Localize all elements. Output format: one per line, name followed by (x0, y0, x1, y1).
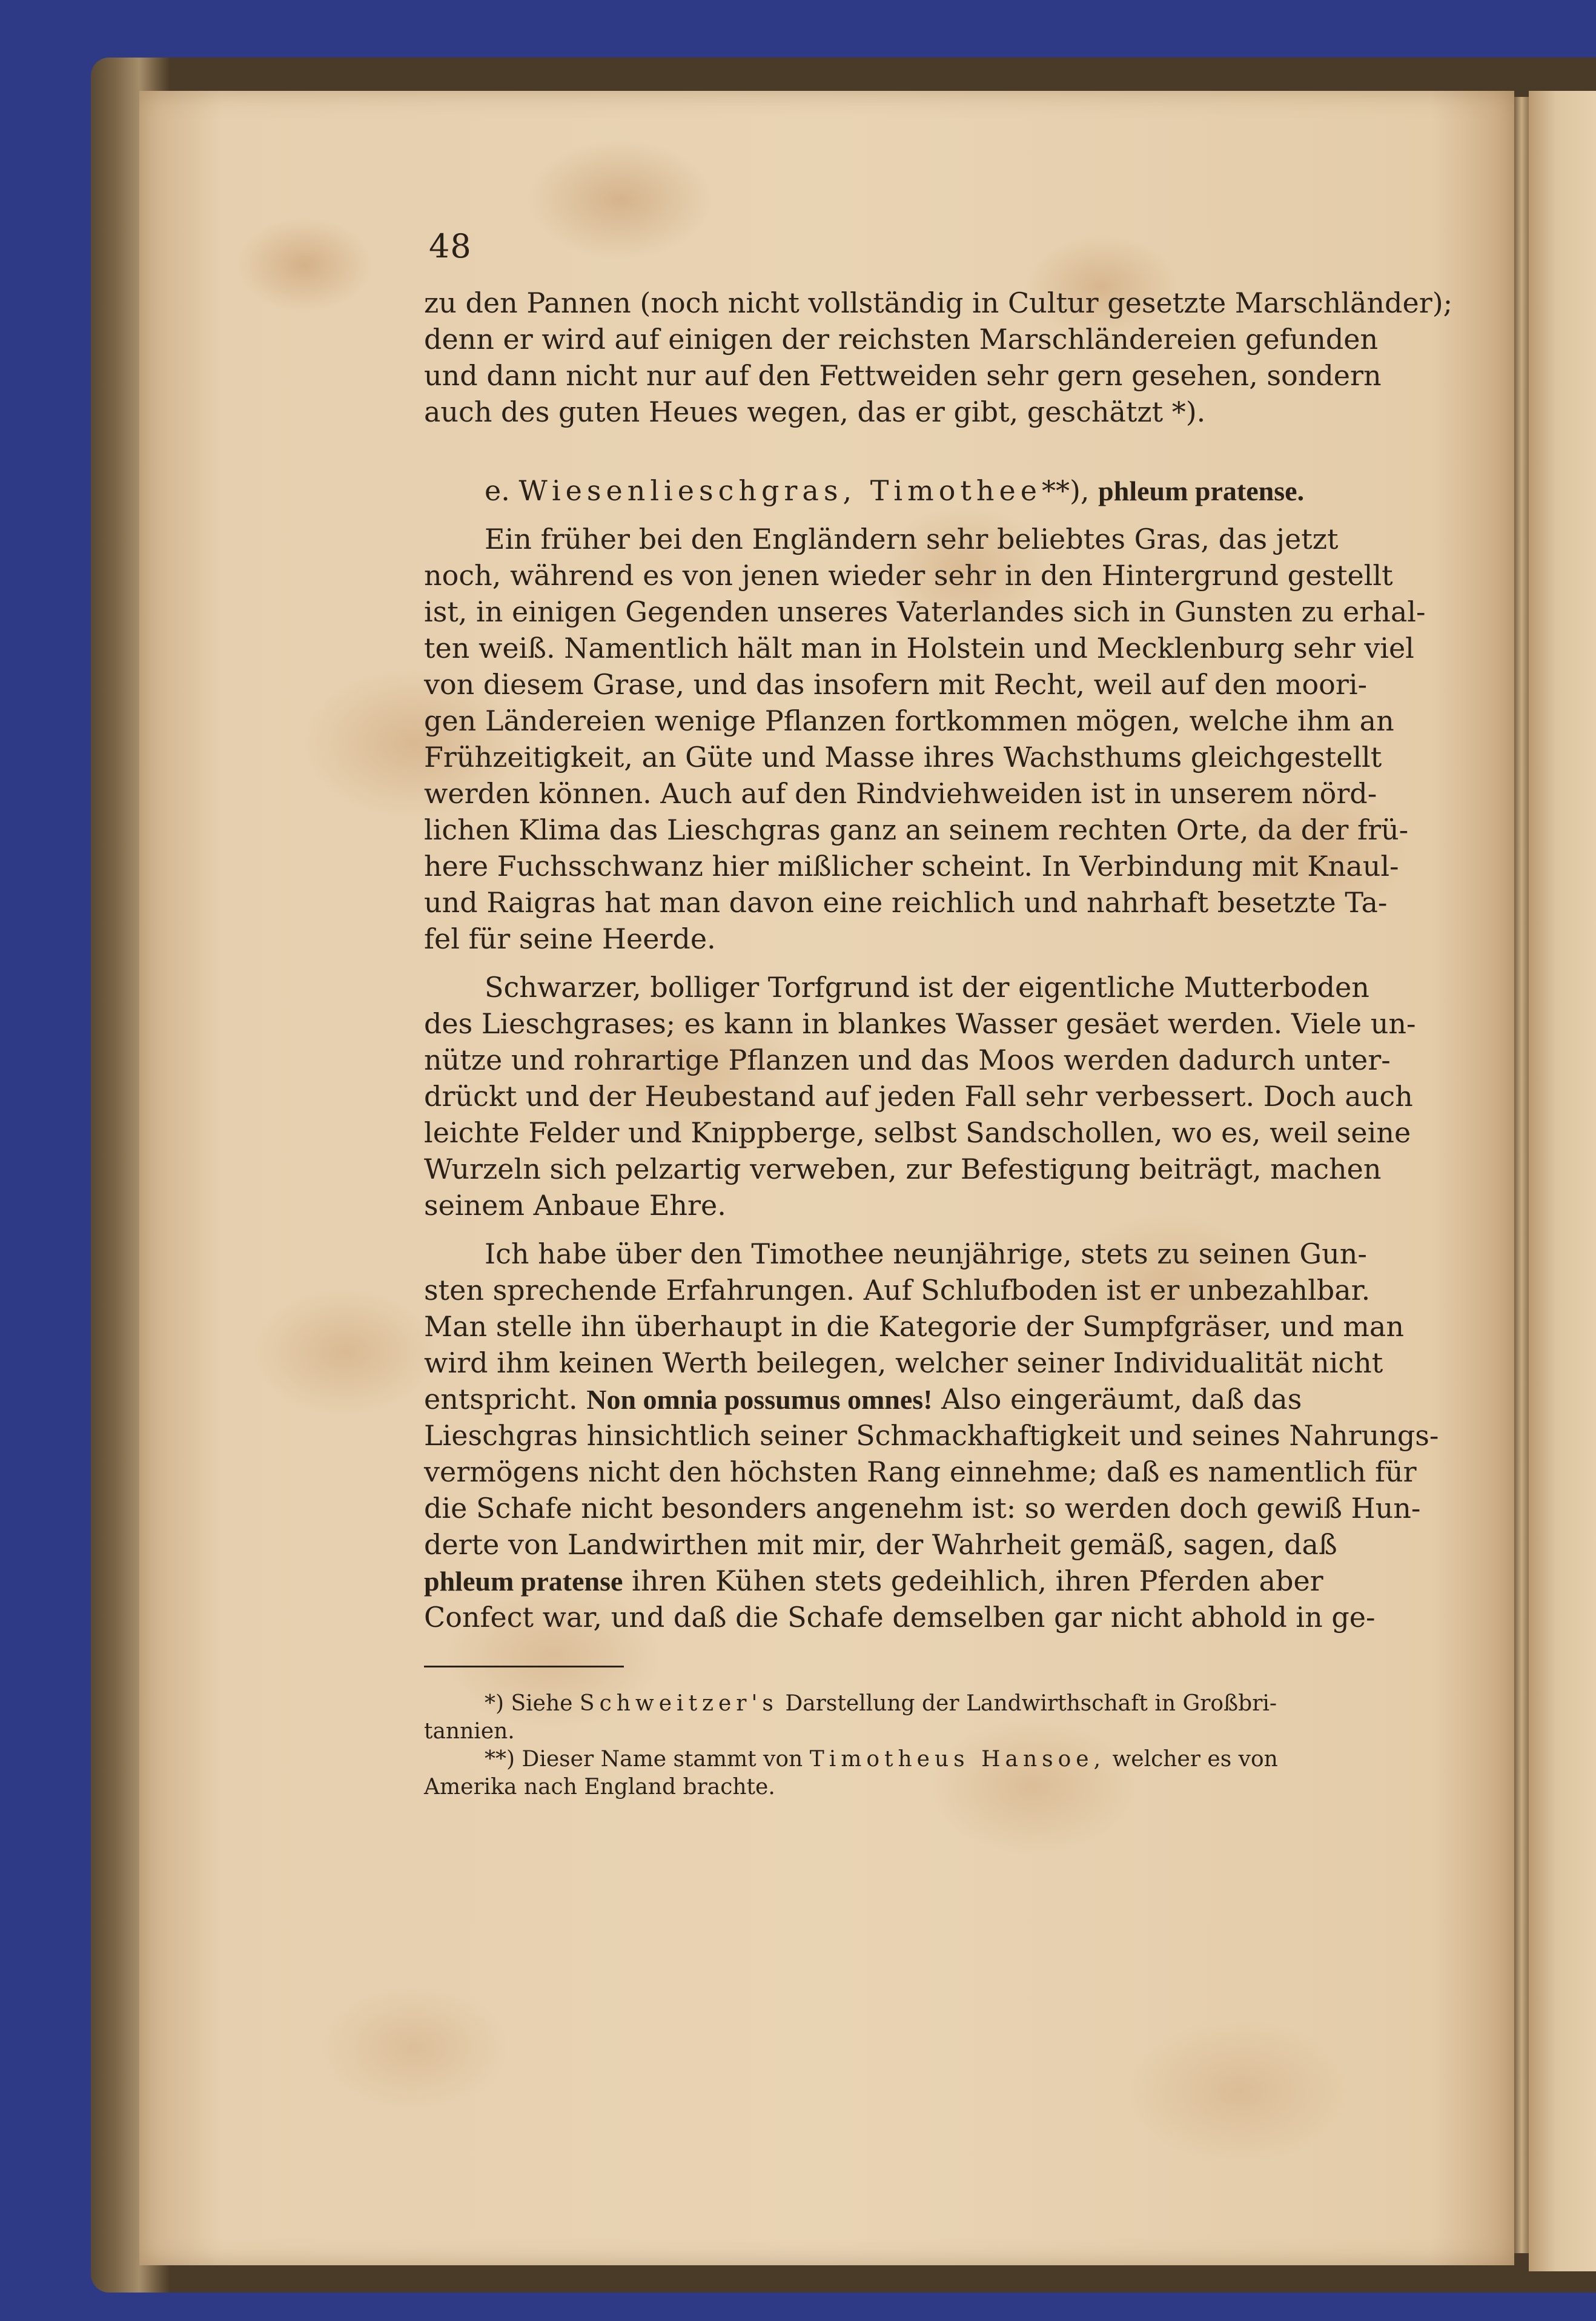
text-line: des Lieschgrases; es kann in blankes Wasser gesäet werden. Viele un- (424, 1007, 1416, 1040)
text-span: ihren Kühen stets gedeihlich, ihren Pferden aber (632, 1564, 1323, 1597)
footnote-line: Amerika nach England brachte. (424, 1775, 775, 1800)
latin-phrase: phleum pratense (424, 1566, 623, 1597)
text-line: Confect war, und daß die Schafe demselben gar nicht abhold in ge- (424, 1601, 1376, 1634)
text-line: und dann nicht nur auf den Fettweiden sehr gern gesehen, sondern (424, 359, 1382, 392)
text-line: fel für seine Heerde. (424, 922, 716, 955)
text-line: noch, während es von jenen wieder sehr in den Hintergrund gestellt (424, 559, 1393, 592)
footnote-text: welcher es von (1112, 1747, 1278, 1772)
text-line: drückt und der Heubestand auf jeden Fall sehr verbessert. Doch auch (424, 1080, 1413, 1113)
text-line: nütze und rohrartige Pflanzen und das Moos werden dadurch unter- (424, 1044, 1391, 1076)
text-line: Man stelle ihn überhaupt in die Kategorie der Sumpfgräser, und man (424, 1310, 1404, 1343)
text-line: leichte Felder und Knippberge, selbst Sandschollen, wo es, weil seine (424, 1116, 1411, 1149)
footnote-1 (485, 1690, 1277, 1718)
text-line: seinem Anbaue Ehre. (424, 1189, 726, 1222)
footnote-name: Schweitzer's (579, 1691, 778, 1716)
text-span: Also eingeräumt, daß das (941, 1383, 1302, 1415)
text-line: wird ihm keinen Werth beilegen, welcher seiner Individualität nicht (424, 1346, 1383, 1379)
page-gutter (1514, 97, 1529, 2253)
text-line: derte von Landwirthen mit mir, der Wahrheit gemäß, sagen, daß (424, 1528, 1337, 1561)
footnote-2 (485, 1746, 1278, 1773)
text-line: von diesem Grase, und das insofern mit Recht, weil auf den moori- (424, 668, 1368, 701)
text-line: auch des guten Heues wegen, das er gibt, geschätzt *). (424, 396, 1206, 428)
text-line: gen Ländereien wenige Pflanzen fortkommen mögen, welche ihm an (424, 704, 1394, 737)
latin-phrase: Non omnia possumus omnes! (586, 1384, 933, 1415)
text-line (424, 1563, 1323, 1600)
footnote-rule (424, 1666, 624, 1667)
footnote-text: *) Siehe (485, 1691, 573, 1716)
heading-latin: phleum pratense. (1098, 475, 1305, 506)
text-line: denn er wird auf einigen der reichsten Marschländereien gefunden (424, 323, 1379, 356)
text-line: lichen Klima das Lieschgras ganz an seinem rechten Orte, da der frü- (424, 813, 1409, 846)
text-line: Ich habe über den Timothee neunjährige, stets zu seinen Gun- (485, 1237, 1367, 1270)
page-number: 48 (429, 227, 472, 265)
text-line: Wurzeln sich pelzartig verweben, zur Befestigung beiträgt, machen (424, 1153, 1382, 1185)
section-heading (485, 472, 1304, 509)
text-line: Lieschgras hinsichtlich seiner Schmackhaftigkeit und seines Nahrungs- (424, 1419, 1439, 1452)
text-line (424, 1381, 1302, 1418)
text-line: here Fuchsschwanz hier mißlicher scheint. In Verbindung mit Knaul- (424, 850, 1399, 882)
text-line: und Raigras hat man davon eine reichlich und nahrhaft besetzte Ta- (424, 886, 1388, 919)
text-line: vermögens nicht den höchsten Rang einnehme; daß es namentlich für (424, 1455, 1417, 1488)
heading-prefix: e. (485, 474, 510, 507)
text-line: werden können. Auch auf den Rindviehweiden ist in unserem nörd- (424, 777, 1377, 810)
text-line: Frühzeitigkeit, an Güte und Masse ihres Wachsthums gleichgestellt (424, 741, 1382, 773)
heading-marker: **), (1041, 474, 1090, 507)
next-page-edge (1529, 91, 1596, 2271)
text-span: entspricht. (424, 1383, 578, 1415)
text-line: die Schafe nicht besonders angenehm ist: so werden doch gewiß Hun- (424, 1492, 1421, 1525)
footnote-line: tannien. (424, 1719, 515, 1744)
text-line: Schwarzer, bolliger Torfgrund ist der eigentliche Mutterboden (485, 971, 1369, 1004)
text-line: zu den Pannen (noch nicht vollständig in Cultur gesetzte Marschländer); (424, 286, 1453, 319)
heading-name: Wiesenlieschgras, Timothee (518, 474, 1042, 507)
footnote-name: Timotheus Hansoe, (809, 1747, 1106, 1772)
text-line: ten weiß. Namentlich hält man in Holstein und Mecklenburg sehr viel (424, 632, 1414, 664)
text-line: Ein früher bei den Engländern sehr beliebtes Gras, das jetzt (485, 523, 1339, 555)
footnote-text: Darstellung der Landwirthschaft in Großbri- (785, 1691, 1277, 1716)
text-line: sten sprechende Erfahrungen. Auf Schlufboden ist er unbezahlbar. (424, 1274, 1371, 1306)
footnote-text: **) Dieser Name stammt von (485, 1747, 803, 1772)
text-line: ist, in einigen Gegenden unseres Vaterlandes sich in Gunsten zu erhal- (424, 595, 1426, 628)
